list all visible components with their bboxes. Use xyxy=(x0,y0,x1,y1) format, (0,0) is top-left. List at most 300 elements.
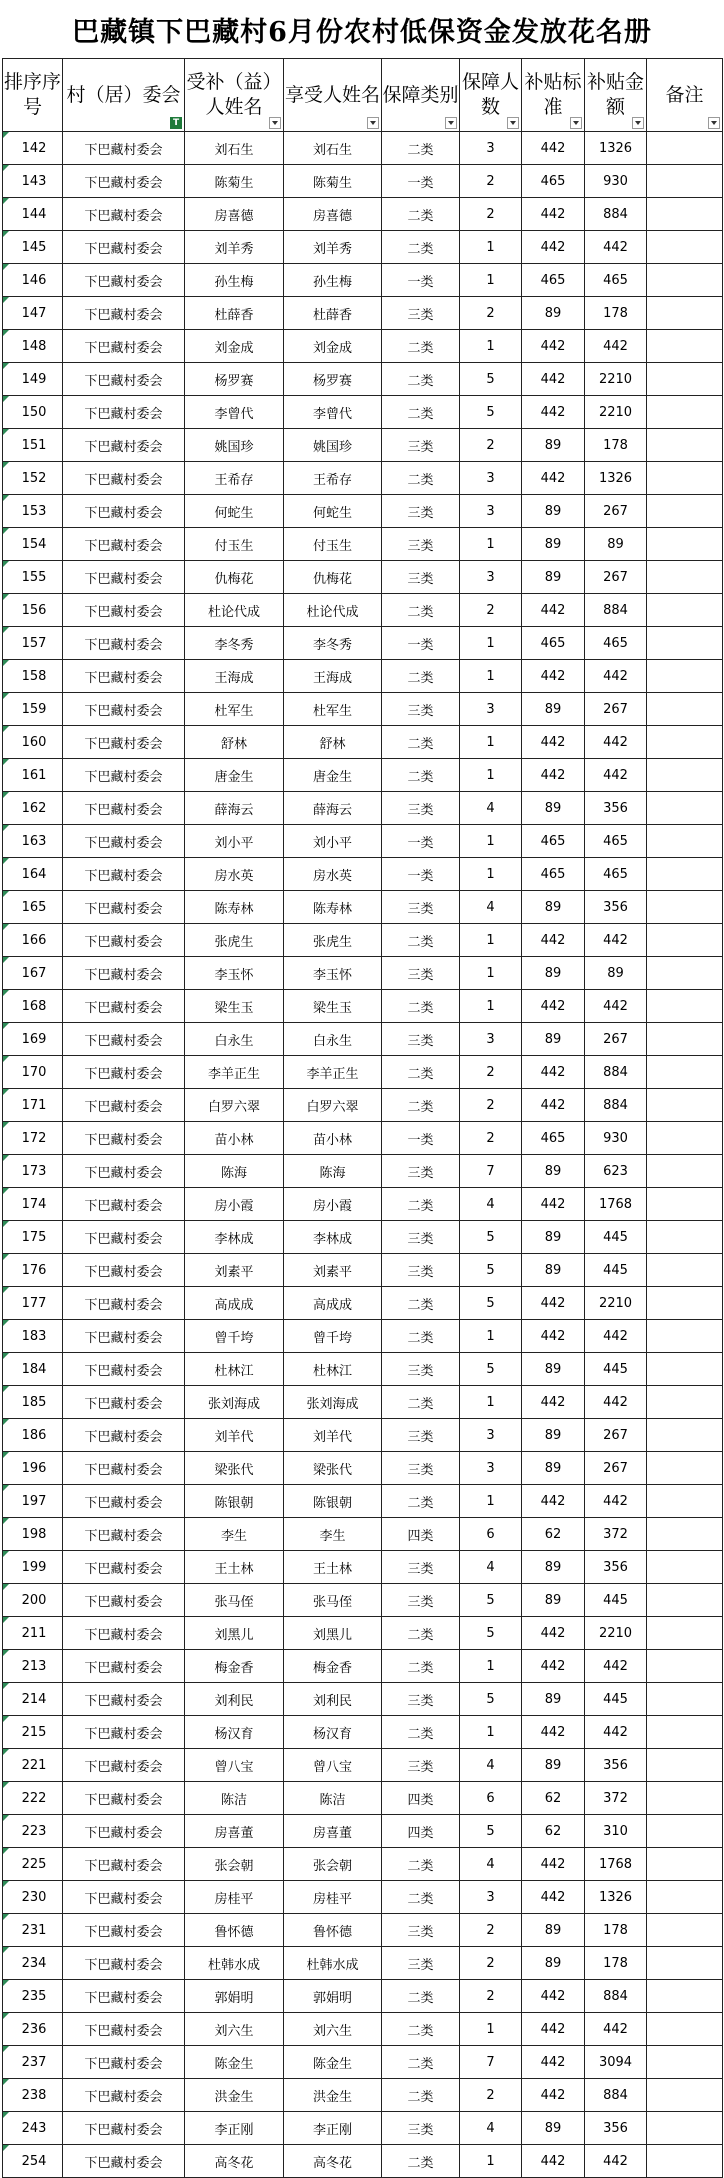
table-row[interactable] xyxy=(3,1914,723,1947)
persons-cell[interactable]: 1 xyxy=(460,1650,522,1683)
beneficiary-name-cell[interactable]: 杨罗赛 xyxy=(284,363,382,396)
table-row[interactable] xyxy=(3,792,723,825)
table-row[interactable] xyxy=(3,1716,723,1749)
beneficiary-name-cell[interactable]: 刘素平 xyxy=(284,1254,382,1287)
standard-cell[interactable]: 442 xyxy=(522,1485,585,1518)
standard-cell[interactable]: 442 xyxy=(522,2046,585,2079)
category-cell[interactable]: 二类 xyxy=(382,2013,460,2046)
remarks-cell[interactable] xyxy=(647,1848,723,1881)
recipient-name-cell[interactable]: 李冬秀 xyxy=(185,627,284,660)
village-committee-cell[interactable]: 下巴藏村委会 xyxy=(63,891,185,924)
remarks-cell[interactable] xyxy=(647,825,723,858)
remarks-cell[interactable] xyxy=(647,1353,723,1386)
recipient-name-cell[interactable]: 刘石生 xyxy=(185,132,284,165)
amount-cell[interactable]: 356 xyxy=(585,792,647,825)
persons-cell[interactable]: 5 xyxy=(460,1353,522,1386)
persons-cell[interactable]: 1 xyxy=(460,1485,522,1518)
category-cell[interactable]: 二类 xyxy=(382,1650,460,1683)
seq-no-cell[interactable]: 234 xyxy=(3,1947,63,1980)
recipient-name-cell[interactable]: 刘小平 xyxy=(185,825,284,858)
seq-no-cell[interactable]: 230 xyxy=(3,1881,63,1914)
recipient-name-cell[interactable]: 刘利民 xyxy=(185,1683,284,1716)
seq-no-cell[interactable]: 172 xyxy=(3,1122,63,1155)
seq-no-cell[interactable]: 171 xyxy=(3,1089,63,1122)
seq-no-cell[interactable]: 254 xyxy=(3,2145,63,2178)
amount-cell[interactable]: 356 xyxy=(585,1749,647,1782)
table-row[interactable] xyxy=(3,858,723,891)
beneficiary-name-cell[interactable]: 鲁怀德 xyxy=(284,1914,382,1947)
recipient-name-cell[interactable]: 鲁怀德 xyxy=(185,1914,284,1947)
village-committee-cell[interactable]: 下巴藏村委会 xyxy=(63,1848,185,1881)
table-row[interactable] xyxy=(3,165,723,198)
category-cell[interactable]: 二类 xyxy=(382,198,460,231)
seq-no-cell[interactable]: 221 xyxy=(3,1749,63,1782)
remarks-cell[interactable] xyxy=(647,2079,723,2112)
beneficiary-name-cell[interactable]: 王希存 xyxy=(284,462,382,495)
standard-cell[interactable]: 89 xyxy=(522,1419,585,1452)
seq-no-cell[interactable]: 158 xyxy=(3,660,63,693)
table-row[interactable] xyxy=(3,1947,723,1980)
seq-no-cell[interactable]: 164 xyxy=(3,858,63,891)
filter-dropdown-icon[interactable] xyxy=(507,117,519,129)
beneficiary-name-cell[interactable]: 王海成 xyxy=(284,660,382,693)
table-row[interactable] xyxy=(3,825,723,858)
amount-cell[interactable]: 465 xyxy=(585,627,647,660)
recipient-name-cell[interactable]: 何蛇生 xyxy=(185,495,284,528)
village-committee-cell[interactable]: 下巴藏村委会 xyxy=(63,1617,185,1650)
village-committee-cell[interactable]: 下巴藏村委会 xyxy=(63,1650,185,1683)
persons-cell[interactable]: 1 xyxy=(460,990,522,1023)
beneficiary-name-cell[interactable]: 高成成 xyxy=(284,1287,382,1320)
amount-cell[interactable]: 356 xyxy=(585,891,647,924)
category-cell[interactable]: 三类 xyxy=(382,1155,460,1188)
beneficiary-name-cell[interactable]: 李冬秀 xyxy=(284,627,382,660)
remarks-cell[interactable] xyxy=(647,1188,723,1221)
recipient-name-cell[interactable]: 房喜董 xyxy=(185,1815,284,1848)
seq-no-cell[interactable]: 183 xyxy=(3,1320,63,1353)
amount-cell[interactable]: 442 xyxy=(585,759,647,792)
standard-cell[interactable]: 62 xyxy=(522,1815,585,1848)
table-row[interactable] xyxy=(3,1320,723,1353)
amount-cell[interactable]: 89 xyxy=(585,528,647,561)
persons-cell[interactable]: 2 xyxy=(460,1056,522,1089)
village-committee-cell[interactable]: 下巴藏村委会 xyxy=(63,1485,185,1518)
standard-cell[interactable]: 89 xyxy=(522,297,585,330)
persons-cell[interactable]: 1 xyxy=(460,231,522,264)
standard-cell[interactable]: 89 xyxy=(522,1584,585,1617)
persons-cell[interactable]: 2 xyxy=(460,1914,522,1947)
category-cell[interactable]: 二类 xyxy=(382,330,460,363)
standard-cell[interactable]: 442 xyxy=(522,594,585,627)
seq-no-cell[interactable]: 169 xyxy=(3,1023,63,1056)
recipient-name-cell[interactable]: 姚国珍 xyxy=(185,429,284,462)
standard-cell[interactable]: 442 xyxy=(522,1386,585,1419)
table-row[interactable] xyxy=(3,1881,723,1914)
village-committee-cell[interactable]: 下巴藏村委会 xyxy=(63,1782,185,1815)
beneficiary-name-cell[interactable]: 杜林江 xyxy=(284,1353,382,1386)
beneficiary-name-cell[interactable]: 梁生玉 xyxy=(284,990,382,1023)
beneficiary-name-cell[interactable]: 刘羊代 xyxy=(284,1419,382,1452)
table-row[interactable] xyxy=(3,1518,723,1551)
beneficiary-name-cell[interactable]: 陈菊生 xyxy=(284,165,382,198)
seq-no-cell[interactable]: 146 xyxy=(3,264,63,297)
remarks-cell[interactable] xyxy=(647,1881,723,1914)
persons-cell[interactable]: 1 xyxy=(460,627,522,660)
filter-dropdown-icon[interactable] xyxy=(570,117,582,129)
beneficiary-name-cell[interactable]: 孙生梅 xyxy=(284,264,382,297)
standard-cell[interactable]: 442 xyxy=(522,990,585,1023)
persons-cell[interactable]: 1 xyxy=(460,2145,522,2178)
table-row[interactable] xyxy=(3,462,723,495)
recipient-name-cell[interactable]: 白永生 xyxy=(185,1023,284,1056)
table-row[interactable] xyxy=(3,1452,723,1485)
standard-cell[interactable]: 442 xyxy=(522,1617,585,1650)
standard-cell[interactable]: 442 xyxy=(522,660,585,693)
recipient-name-cell[interactable]: 薛海云 xyxy=(185,792,284,825)
category-cell[interactable]: 三类 xyxy=(382,495,460,528)
table-row[interactable] xyxy=(3,2145,723,2178)
recipient-name-cell[interactable]: 郭娟明 xyxy=(185,1980,284,2013)
table-row[interactable] xyxy=(3,891,723,924)
remarks-cell[interactable] xyxy=(647,1122,723,1155)
filter-dropdown-icon[interactable] xyxy=(445,117,457,129)
recipient-name-cell[interactable]: 王希存 xyxy=(185,462,284,495)
category-cell[interactable]: 三类 xyxy=(382,792,460,825)
beneficiary-name-cell[interactable]: 陈金生 xyxy=(284,2046,382,2079)
category-cell[interactable]: 一类 xyxy=(382,264,460,297)
seq-no-cell[interactable]: 167 xyxy=(3,957,63,990)
amount-cell[interactable]: 267 xyxy=(585,495,647,528)
seq-no-cell[interactable]: 152 xyxy=(3,462,63,495)
seq-no-cell[interactable]: 163 xyxy=(3,825,63,858)
village-committee-cell[interactable]: 下巴藏村委会 xyxy=(63,1386,185,1419)
category-cell[interactable]: 二类 xyxy=(382,1287,460,1320)
category-cell[interactable]: 二类 xyxy=(382,660,460,693)
village-committee-cell[interactable]: 下巴藏村委会 xyxy=(63,957,185,990)
table-row[interactable] xyxy=(3,2013,723,2046)
amount-cell[interactable]: 372 xyxy=(585,1518,647,1551)
persons-cell[interactable]: 5 xyxy=(460,1815,522,1848)
table-row[interactable] xyxy=(3,594,723,627)
table-row[interactable] xyxy=(3,561,723,594)
recipient-name-cell[interactable]: 李生 xyxy=(185,1518,284,1551)
seq-no-cell[interactable]: 157 xyxy=(3,627,63,660)
village-committee-cell[interactable]: 下巴藏村委会 xyxy=(63,231,185,264)
seq-no-cell[interactable]: 161 xyxy=(3,759,63,792)
standard-cell[interactable]: 442 xyxy=(522,1320,585,1353)
table-row[interactable] xyxy=(3,495,723,528)
standard-cell[interactable]: 465 xyxy=(522,264,585,297)
persons-cell[interactable]: 5 xyxy=(460,1683,522,1716)
category-cell[interactable]: 二类 xyxy=(382,231,460,264)
table-row[interactable] xyxy=(3,297,723,330)
persons-cell[interactable]: 3 xyxy=(460,462,522,495)
village-committee-cell[interactable]: 下巴藏村委会 xyxy=(63,495,185,528)
standard-cell[interactable]: 442 xyxy=(522,363,585,396)
category-cell[interactable]: 一类 xyxy=(382,165,460,198)
recipient-name-cell[interactable]: 曾八宝 xyxy=(185,1749,284,1782)
recipient-name-cell[interactable]: 房喜德 xyxy=(185,198,284,231)
standard-cell[interactable]: 89 xyxy=(522,1452,585,1485)
seq-no-cell[interactable]: 211 xyxy=(3,1617,63,1650)
village-committee-cell[interactable]: 下巴藏村委会 xyxy=(63,1815,185,1848)
amount-cell[interactable]: 442 xyxy=(585,330,647,363)
category-cell[interactable]: 三类 xyxy=(382,1914,460,1947)
beneficiary-name-cell[interactable]: 白永生 xyxy=(284,1023,382,1056)
standard-cell[interactable]: 465 xyxy=(522,858,585,891)
table-row[interactable] xyxy=(3,363,723,396)
seq-no-cell[interactable]: 174 xyxy=(3,1188,63,1221)
beneficiary-name-cell[interactable]: 李生 xyxy=(284,1518,382,1551)
amount-cell[interactable]: 445 xyxy=(585,1584,647,1617)
filter-dropdown-icon[interactable] xyxy=(269,117,281,129)
amount-cell[interactable]: 1768 xyxy=(585,1848,647,1881)
recipient-name-cell[interactable]: 张刘海成 xyxy=(185,1386,284,1419)
table-row[interactable] xyxy=(3,957,723,990)
category-cell[interactable]: 三类 xyxy=(382,2112,460,2145)
standard-cell[interactable]: 442 xyxy=(522,1716,585,1749)
seq-no-cell[interactable]: 150 xyxy=(3,396,63,429)
remarks-cell[interactable] xyxy=(647,1518,723,1551)
amount-cell[interactable]: 442 xyxy=(585,231,647,264)
recipient-name-cell[interactable]: 仇梅花 xyxy=(185,561,284,594)
recipient-name-cell[interactable]: 陈洁 xyxy=(185,1782,284,1815)
category-cell[interactable]: 二类 xyxy=(382,2046,460,2079)
remarks-cell[interactable] xyxy=(647,1089,723,1122)
seq-no-cell[interactable]: 222 xyxy=(3,1782,63,1815)
persons-cell[interactable]: 2 xyxy=(460,1947,522,1980)
remarks-cell[interactable] xyxy=(647,1617,723,1650)
category-cell[interactable]: 二类 xyxy=(382,1848,460,1881)
standard-cell[interactable]: 465 xyxy=(522,627,585,660)
table-row[interactable] xyxy=(3,330,723,363)
remarks-cell[interactable] xyxy=(647,1485,723,1518)
remarks-cell[interactable] xyxy=(647,1683,723,1716)
amount-cell[interactable]: 1326 xyxy=(585,132,647,165)
filter-dropdown-icon[interactable] xyxy=(367,117,379,129)
table-row[interactable] xyxy=(3,660,723,693)
beneficiary-name-cell[interactable]: 房桂平 xyxy=(284,1881,382,1914)
recipient-name-cell[interactable]: 洪金生 xyxy=(185,2079,284,2112)
table-row[interactable] xyxy=(3,990,723,1023)
standard-cell[interactable]: 465 xyxy=(522,165,585,198)
beneficiary-name-cell[interactable]: 郭娟明 xyxy=(284,1980,382,2013)
standard-cell[interactable]: 89 xyxy=(522,1551,585,1584)
remarks-cell[interactable] xyxy=(647,231,723,264)
amount-cell[interactable]: 1326 xyxy=(585,462,647,495)
persons-cell[interactable]: 7 xyxy=(460,1155,522,1188)
recipient-name-cell[interactable]: 杨汉育 xyxy=(185,1716,284,1749)
village-committee-cell[interactable]: 下巴藏村委会 xyxy=(63,1023,185,1056)
table-row[interactable] xyxy=(3,1782,723,1815)
persons-cell[interactable]: 5 xyxy=(460,363,522,396)
persons-cell[interactable]: 3 xyxy=(460,1881,522,1914)
remarks-cell[interactable] xyxy=(647,429,723,462)
beneficiary-name-cell[interactable]: 唐金生 xyxy=(284,759,382,792)
remarks-cell[interactable] xyxy=(647,891,723,924)
seq-no-cell[interactable]: 144 xyxy=(3,198,63,231)
standard-cell[interactable]: 89 xyxy=(522,792,585,825)
table-row[interactable] xyxy=(3,1749,723,1782)
beneficiary-name-cell[interactable]: 曾八宝 xyxy=(284,1749,382,1782)
amount-cell[interactable]: 178 xyxy=(585,1914,647,1947)
table-row[interactable] xyxy=(3,1485,723,1518)
recipient-name-cell[interactable]: 梁张代 xyxy=(185,1452,284,1485)
village-committee-cell[interactable]: 下巴藏村委会 xyxy=(63,1353,185,1386)
remarks-cell[interactable] xyxy=(647,924,723,957)
table-row[interactable] xyxy=(3,1155,723,1188)
table-row[interactable] xyxy=(3,759,723,792)
beneficiary-name-cell[interactable]: 房喜董 xyxy=(284,1815,382,1848)
remarks-cell[interactable] xyxy=(647,1584,723,1617)
category-cell[interactable]: 一类 xyxy=(382,825,460,858)
recipient-name-cell[interactable]: 曾千垮 xyxy=(185,1320,284,1353)
seq-no-cell[interactable]: 184 xyxy=(3,1353,63,1386)
persons-cell[interactable]: 2 xyxy=(460,1980,522,2013)
beneficiary-name-cell[interactable]: 房喜德 xyxy=(284,198,382,231)
remarks-cell[interactable] xyxy=(647,759,723,792)
persons-cell[interactable]: 4 xyxy=(460,1749,522,1782)
amount-cell[interactable]: 442 xyxy=(585,2013,647,2046)
amount-cell[interactable]: 372 xyxy=(585,1782,647,1815)
seq-no-cell[interactable]: 151 xyxy=(3,429,63,462)
remarks-cell[interactable] xyxy=(647,330,723,363)
category-cell[interactable]: 一类 xyxy=(382,858,460,891)
amount-cell[interactable]: 2210 xyxy=(585,1617,647,1650)
beneficiary-name-cell[interactable]: 张虎生 xyxy=(284,924,382,957)
village-committee-cell[interactable]: 下巴藏村委会 xyxy=(63,2013,185,2046)
recipient-name-cell[interactable]: 张虎生 xyxy=(185,924,284,957)
remarks-cell[interactable] xyxy=(647,132,723,165)
category-cell[interactable]: 三类 xyxy=(382,1452,460,1485)
recipient-name-cell[interactable]: 张会朝 xyxy=(185,1848,284,1881)
table-row[interactable] xyxy=(3,1188,723,1221)
table-row[interactable] xyxy=(3,1815,723,1848)
persons-cell[interactable]: 1 xyxy=(460,2013,522,2046)
recipient-name-cell[interactable]: 杜军生 xyxy=(185,693,284,726)
village-committee-cell[interactable]: 下巴藏村委会 xyxy=(63,1254,185,1287)
table-row[interactable] xyxy=(3,1056,723,1089)
beneficiary-name-cell[interactable]: 刘石生 xyxy=(284,132,382,165)
village-committee-cell[interactable]: 下巴藏村委会 xyxy=(63,759,185,792)
beneficiary-name-cell[interactable]: 李羊正生 xyxy=(284,1056,382,1089)
seq-no-cell[interactable]: 165 xyxy=(3,891,63,924)
remarks-cell[interactable] xyxy=(647,1980,723,2013)
seq-no-cell[interactable]: 215 xyxy=(3,1716,63,1749)
seq-no-cell[interactable]: 237 xyxy=(3,2046,63,2079)
remarks-cell[interactable] xyxy=(647,2013,723,2046)
table-row[interactable] xyxy=(3,1089,723,1122)
amount-cell[interactable]: 445 xyxy=(585,1353,647,1386)
standard-cell[interactable]: 89 xyxy=(522,429,585,462)
standard-cell[interactable]: 442 xyxy=(522,330,585,363)
amount-cell[interactable]: 178 xyxy=(585,297,647,330)
seq-no-cell[interactable]: 199 xyxy=(3,1551,63,1584)
amount-cell[interactable]: 2210 xyxy=(585,363,647,396)
beneficiary-name-cell[interactable]: 张刘海成 xyxy=(284,1386,382,1419)
remarks-cell[interactable] xyxy=(647,2112,723,2145)
amount-cell[interactable]: 3094 xyxy=(585,2046,647,2079)
amount-cell[interactable]: 267 xyxy=(585,561,647,594)
amount-cell[interactable]: 310 xyxy=(585,1815,647,1848)
standard-cell[interactable]: 442 xyxy=(522,1848,585,1881)
remarks-cell[interactable] xyxy=(647,594,723,627)
amount-cell[interactable]: 465 xyxy=(585,825,647,858)
amount-cell[interactable]: 442 xyxy=(585,2145,647,2178)
village-committee-cell[interactable]: 下巴藏村委会 xyxy=(63,1155,185,1188)
persons-cell[interactable]: 2 xyxy=(460,297,522,330)
beneficiary-name-cell[interactable]: 王土林 xyxy=(284,1551,382,1584)
beneficiary-name-cell[interactable]: 刘黑儿 xyxy=(284,1617,382,1650)
beneficiary-name-cell[interactable]: 洪金生 xyxy=(284,2079,382,2112)
standard-cell[interactable]: 442 xyxy=(522,1056,585,1089)
seq-no-cell[interactable]: 143 xyxy=(3,165,63,198)
seq-no-cell[interactable]: 162 xyxy=(3,792,63,825)
standard-cell[interactable]: 442 xyxy=(522,198,585,231)
table-row[interactable] xyxy=(3,2079,723,2112)
seq-no-cell[interactable]: 175 xyxy=(3,1221,63,1254)
standard-cell[interactable]: 89 xyxy=(522,1353,585,1386)
persons-cell[interactable]: 1 xyxy=(460,759,522,792)
standard-cell[interactable]: 89 xyxy=(522,891,585,924)
category-cell[interactable]: 三类 xyxy=(382,1551,460,1584)
beneficiary-name-cell[interactable]: 梁张代 xyxy=(284,1452,382,1485)
recipient-name-cell[interactable]: 梁生玉 xyxy=(185,990,284,1023)
persons-cell[interactable]: 6 xyxy=(460,1518,522,1551)
beneficiary-name-cell[interactable]: 白罗六翠 xyxy=(284,1089,382,1122)
remarks-cell[interactable] xyxy=(647,1551,723,1584)
amount-cell[interactable]: 465 xyxy=(585,264,647,297)
amount-cell[interactable]: 89 xyxy=(585,957,647,990)
recipient-name-cell[interactable]: 杨罗赛 xyxy=(185,363,284,396)
amount-cell[interactable]: 442 xyxy=(585,1485,647,1518)
beneficiary-name-cell[interactable]: 付玉生 xyxy=(284,528,382,561)
table-row[interactable] xyxy=(3,1221,723,1254)
recipient-name-cell[interactable]: 白罗六翠 xyxy=(185,1089,284,1122)
amount-cell[interactable]: 465 xyxy=(585,858,647,891)
standard-cell[interactable]: 89 xyxy=(522,561,585,594)
remarks-cell[interactable] xyxy=(647,363,723,396)
table-row[interactable] xyxy=(3,1287,723,1320)
category-cell[interactable]: 二类 xyxy=(382,462,460,495)
category-cell[interactable]: 一类 xyxy=(382,1122,460,1155)
standard-cell[interactable]: 442 xyxy=(522,2145,585,2178)
seq-no-cell[interactable]: 148 xyxy=(3,330,63,363)
category-cell[interactable]: 二类 xyxy=(382,726,460,759)
village-committee-cell[interactable]: 下巴藏村委会 xyxy=(63,264,185,297)
persons-cell[interactable]: 1 xyxy=(460,1386,522,1419)
persons-cell[interactable]: 4 xyxy=(460,2112,522,2145)
persons-cell[interactable]: 1 xyxy=(460,528,522,561)
table-row[interactable] xyxy=(3,924,723,957)
category-cell[interactable]: 一类 xyxy=(382,627,460,660)
recipient-name-cell[interactable]: 李羊正生 xyxy=(185,1056,284,1089)
category-cell[interactable]: 三类 xyxy=(382,1419,460,1452)
recipient-name-cell[interactable]: 陈金生 xyxy=(185,2046,284,2079)
persons-cell[interactable]: 2 xyxy=(460,594,522,627)
recipient-name-cell[interactable]: 房小霞 xyxy=(185,1188,284,1221)
remarks-cell[interactable] xyxy=(647,297,723,330)
village-committee-cell[interactable]: 下巴藏村委会 xyxy=(63,1320,185,1353)
persons-cell[interactable]: 1 xyxy=(460,264,522,297)
village-committee-cell[interactable]: 下巴藏村委会 xyxy=(63,429,185,462)
standard-cell[interactable]: 442 xyxy=(522,1881,585,1914)
seq-no-cell[interactable]: 213 xyxy=(3,1650,63,1683)
village-committee-cell[interactable]: 下巴藏村委会 xyxy=(63,924,185,957)
recipient-name-cell[interactable]: 刘羊秀 xyxy=(185,231,284,264)
beneficiary-name-cell[interactable]: 刘金成 xyxy=(284,330,382,363)
seq-no-cell[interactable]: 145 xyxy=(3,231,63,264)
